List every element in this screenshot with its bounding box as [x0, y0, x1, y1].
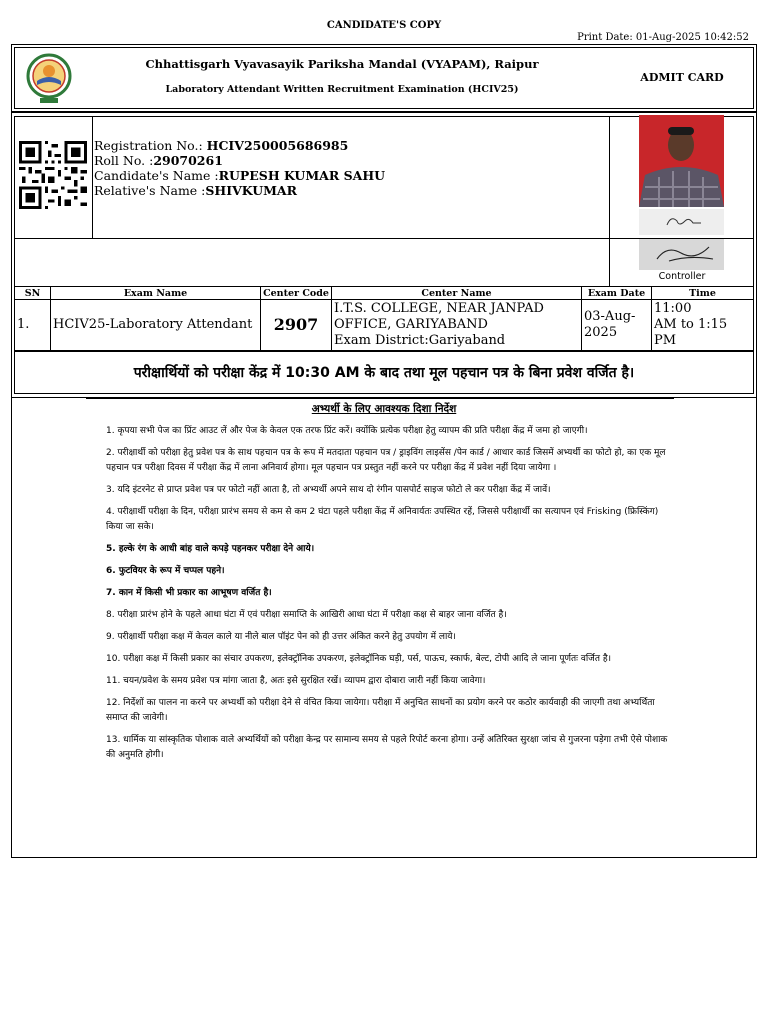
roll-number: 29070261 [153, 153, 223, 168]
col-time: Time [652, 287, 754, 300]
instruction-item: 10. परीक्षा कक्ष में किसी प्रकार का संचार उपकरण, इलेक्ट्रॉनिक उपकरण, इलेक्ट्रॉनिक घड़ी, पर्स, पाऊच, स्कार्फ, बेल्ट, टोपी आदि ले जाना पूर्णतः वर्जित है। [106, 654, 612, 664]
table-row [15, 300, 754, 351]
instruction-item: 9. परीक्षार्थी परीक्षा कक्ष में केवल काले या नीले बाल पॉइंट पेन को ही उत्तर अंकित करने हेतु उपयोग में लाये। [106, 632, 456, 642]
vyapam-logo-icon [26, 49, 72, 107]
cell-sn: 1. [15, 300, 51, 351]
print-date: Print Date: 01-Aug-2025 10:42:52 [577, 32, 749, 43]
col-exam-date: Exam Date [582, 287, 652, 300]
cell-exam-date: 03-Aug- 2025 [582, 300, 652, 351]
exam-table [14, 286, 754, 351]
col-center-name: Center Name [332, 287, 582, 300]
instruction-item: 11. चयन/प्रवेश के समय प्रवेश पत्र मांगा जाता है, अतः इसे सुरक्षित रखें। व्यापम द्वारा दोबारा जारी नहीं किया जावेगा। [106, 676, 486, 686]
instruction-item: 6. फुटवियर के रूप में चप्पल पहने। [106, 566, 225, 576]
instruction-item: 13. धार्मिक या सांस्कृतिक पोशाक वाले अभ्यर्थियों को परीक्षा केन्द्र पर सामान्य समय से पहले रिपोर्ट करना होगा। उन्हें अतिरिक्त सुरक्षा जांच से गुजरना पड़ेगा तभी ऐसे पोशाक की अनुमति होगी। [106, 735, 668, 760]
controller-label: Controller [658, 271, 706, 282]
registration-number: HCIV250005686985 [206, 138, 349, 153]
header-box [11, 44, 757, 112]
instruction-item: 2. परीक्षार्थी को परीक्षा हेतु प्रवेश पत्र के साथ पहचान पत्र के रूप में मतदाता पहचान पत्र / ड्राइविंग लाइसेंस /पेन कार्ड / आधार कार्ड जिसमें अभ्यर्थी का फोटो हो, का एक मूल पहचान पत्र परीक्षा दिवस में परीक्षा केंद्र में लाना अनिवार्य होगा। मूल पहचान पत्र प्रस्तुत नहीं करने पर परीक्षा केंद्र में प्रवेश नहीं दिया जायेगा । [106, 448, 666, 473]
table-header-row [15, 287, 754, 300]
col-center-code: Center Code [261, 287, 332, 300]
instruction-item: 1. कृपया सभी पेज का प्रिंट आउट लें और पेज के केवल एक तरफ प्रिंट करें। क्योंकि प्रत्येक परीक्षा हेतु व्यापम की प्रति परीक्षा केंद्र में जमा हो जाएगी। [106, 426, 588, 436]
controller-signature [639, 239, 724, 270]
instruction-item: 4. परीक्षार्थी परीक्षा के दिन, परीक्षा प्रारंभ समय से कम से कम 2 घंटा पहले परीक्षा केंद्र में अनिवार्यतः उपस्थित रहें, जिससे परीक्षार्थी का सत्यापन एवं Frisking (फ्रिस्किंग) किया जा सके। [106, 507, 659, 532]
cell-exam-name: HCIV25-Laboratory Attendant [51, 300, 261, 351]
cell-center-name: I.T.S. COLLEGE, NEAR JANPAD OFFICE, GARIYABAND Exam District:Gariyaband [332, 300, 582, 351]
candidate-photo [639, 115, 724, 207]
relative-name: SHIVKUMAR [205, 183, 298, 198]
col-sn: SN [15, 287, 51, 300]
organization-name: Chhattisgarh Vyavasayik Pariksha Mandal (VYAPAM), Raipur [145, 57, 539, 71]
qr-code-icon [18, 141, 88, 209]
admit-card-title: ADMIT CARD [640, 71, 724, 84]
cell-center-code: 2907 [261, 300, 332, 351]
instruction-item: 3. यदि इंटरनेट से प्राप्त प्रवेश पत्र पर फोटो नहीं आता है, तो अभ्यर्थी अपने साथ दो रंगीन पासपोर्ट साइज फोटो ले कर परीक्षा केंद्र में जावें। [106, 485, 551, 495]
instruction-item: 8. परीक्षा प्रारंभ होने के पहले आधा घंटा में एवं परीक्षा समाप्ति के आखिरी आधा घंटा में परीक्षा कक्ष से बाहर जाना वर्जित है। [106, 610, 507, 620]
instructions-list [106, 424, 676, 770]
candidate-details [94, 138, 385, 198]
relative-row: Relative's Name :SHIVKUMAR [94, 183, 298, 198]
cell-time: 11:00 AM to 1:15 PM [652, 300, 754, 351]
roll-row: Roll No. :29070261 [94, 153, 223, 168]
instruction-item: 12. निर्देशों का पालन ना करने पर अभ्यर्थी को परीक्षा देने से वंचित किया जायेगा। परीक्षा में अनुचित साधनों का प्रयोग करने पर कठोर कार्यवाही की जाएगी तथा अभ्यर्थिता समाप्त की जावेगी। [106, 698, 655, 723]
entry-notice: परीक्षार्थियों को परीक्षा केंद्र में 10:30 AM के बाद तथा मूल पहचान पत्र के बिना प्रवेश वर्जित है। [14, 351, 754, 394]
exam-title: Laboratory Attendant Written Recruitment Examination (HCIV25) [165, 84, 519, 95]
registration-row: Registration No.: HCIV250005686985 [94, 138, 349, 153]
instruction-item: 5. हल्के रंग के आधी बांह वाले कपड़े पहनकर परीक्षा देने आये। [106, 544, 315, 554]
instructions-title: अभ्यर्थी के लिए आवश्यक दिशा निर्देश [311, 403, 457, 415]
candidate-name: RUPESH KUMAR SAHU [218, 168, 386, 183]
exam-district: Exam District:Gariyaband [334, 333, 506, 348]
name-row: Candidate's Name :RUPESH KUMAR SAHU [94, 168, 386, 183]
col-exam-name: Exam Name [51, 287, 261, 300]
instruction-item: 7. कान में किसी भी प्रकार का आभूषण वर्जित है। [106, 588, 272, 598]
copy-label: CANDIDATE'S COPY [326, 20, 442, 31]
candidate-signature [639, 209, 724, 235]
